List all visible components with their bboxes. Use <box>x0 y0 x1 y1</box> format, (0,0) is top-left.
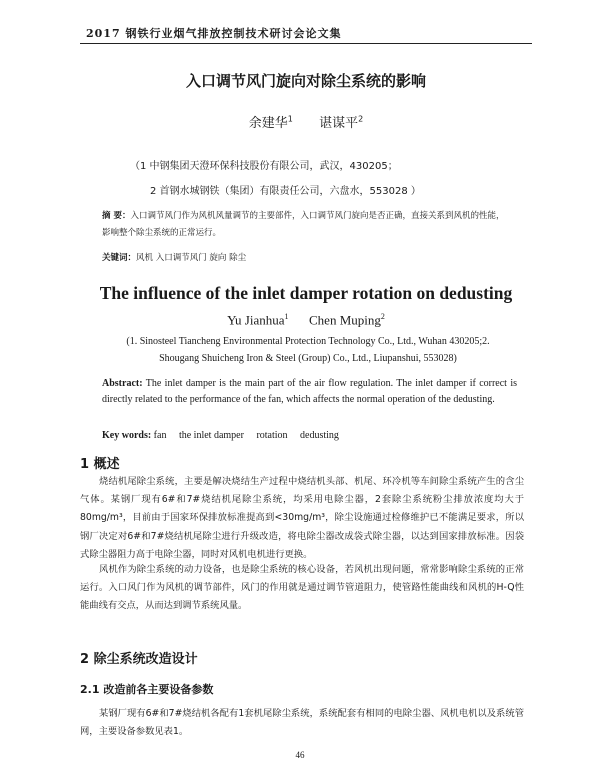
english-author-1-sup: 1 <box>284 312 289 321</box>
chinese-author-1: 余建华 <box>248 116 288 131</box>
english-abstract <box>102 376 517 408</box>
chinese-abstract-text: 入口调节风门作为风机风量调节的主要部件，入口调节风门旋向是否正确，直接关系到风机的性能，影响整个除尘系统的正常运行。 <box>102 211 505 238</box>
english-author-2-sup: 2 <box>380 312 385 321</box>
chinese-title: 入口调节风门旋向对除尘系统的影响 <box>185 72 426 90</box>
chinese-keywords-label: 关键词： <box>102 253 137 263</box>
section-1-paragraph-2: 风机作为除尘系统的动力设备，也是除尘系统的核心设备，若风机出现问题，常常影响除尘系统的正常运行。入口风门作为风机的调节部件，风门的作用就是通过调节管道阻力，使管路性能曲线和风机的H-Q性能曲线有交点，从而达到调节系统风量。 <box>80 564 524 612</box>
english-title: The influence of the inlet damper rotation on dedusting <box>99 283 513 303</box>
section-1-paragraph-1: 烧结机尾除尘系统，主要是解决烧结生产过程中烧结机头部、机尾、环冷机等车间除尘系统产生的含尘气体。某钢厂现有6#和7#烧结机尾除尘系统，均采用电除尘器，2套除尘系统粉尘排放浓度均大于80mg/m³，目前由于国家环保排放标准提高到<30mg/m³，除尘设施通过检修维护已不能满足要求，所以钢厂决定对6#和7#烧结机尾除尘进行升级改造，将电除尘器改成袋式除尘器，以达到国家排放标准。因袋式除尘器阻力高于电除尘器，同时对风机电机进行更换。 <box>80 476 524 560</box>
english-keyword-2: the inlet damper <box>178 430 244 441</box>
section-2-heading: 2 除尘系统改造设计 <box>80 652 198 667</box>
chinese-author-2-sup: 2 <box>358 114 364 124</box>
english-keywords <box>102 430 517 441</box>
header-rule <box>80 43 532 44</box>
english-abstract-label: Abstract: <box>102 378 143 389</box>
english-keyword-1: fan <box>153 430 167 441</box>
english-abstract-text: The inlet damper is the main part of the air flow regulation. The inlet damper if correct is directly related to the performance of the fan, which affects the normal operation of the dedusting. <box>102 378 517 405</box>
running-header: 2017 钢铁行业烟气排放控制技术研讨会论文集 <box>86 27 342 40</box>
chinese-author-1-sup: 1 <box>287 114 293 124</box>
chinese-keywords-text: 风机 入口调节风门 旋向 除尘 <box>136 253 247 263</box>
english-keyword-3: rotation <box>256 430 288 441</box>
english-author-1: Yu Jianhua <box>227 312 285 328</box>
chinese-abstract-label: 摘 要： <box>102 211 131 221</box>
english-authors <box>80 312 532 328</box>
english-affiliation: (1. Sinosteel Tiancheng Environmental Protection Technology Co., Ltd., Wuhan 430205;2. Shougang Shuicheng Iron & Steel (Group) Co., Ltd., Liupanshui, 553028) <box>126 336 490 364</box>
chinese-affiliation-1: （1 中钢集团天澄环保科技股份有限公司，武汉，430205； <box>130 161 398 172</box>
section-2-1-heading: 2.1 改造前各主要设备参数 <box>80 683 214 696</box>
section-2-1-paragraph: 某钢厂现有6#和7#烧结机各配有1套机尾除尘系统，系统配套有相同的电除尘器、风机电机以及系统管网，主要设备参数见表1。 <box>80 708 524 738</box>
english-keywords-label: Key words: <box>102 430 152 441</box>
chinese-authors <box>80 112 532 131</box>
chinese-author-2: 谌谋平 <box>319 116 359 131</box>
english-keyword-4: dedusting <box>300 430 339 441</box>
english-author-2: Chen Muping <box>309 312 381 328</box>
chinese-abstract <box>102 208 512 242</box>
chinese-affiliation-2: 2 首钢水城钢铁（集团）有限责任公司，六盘水，553028 ） <box>150 186 421 197</box>
chinese-keywords <box>102 251 512 263</box>
page-number: 46 <box>295 750 305 760</box>
section-1-heading: 1 概述 <box>80 457 120 472</box>
